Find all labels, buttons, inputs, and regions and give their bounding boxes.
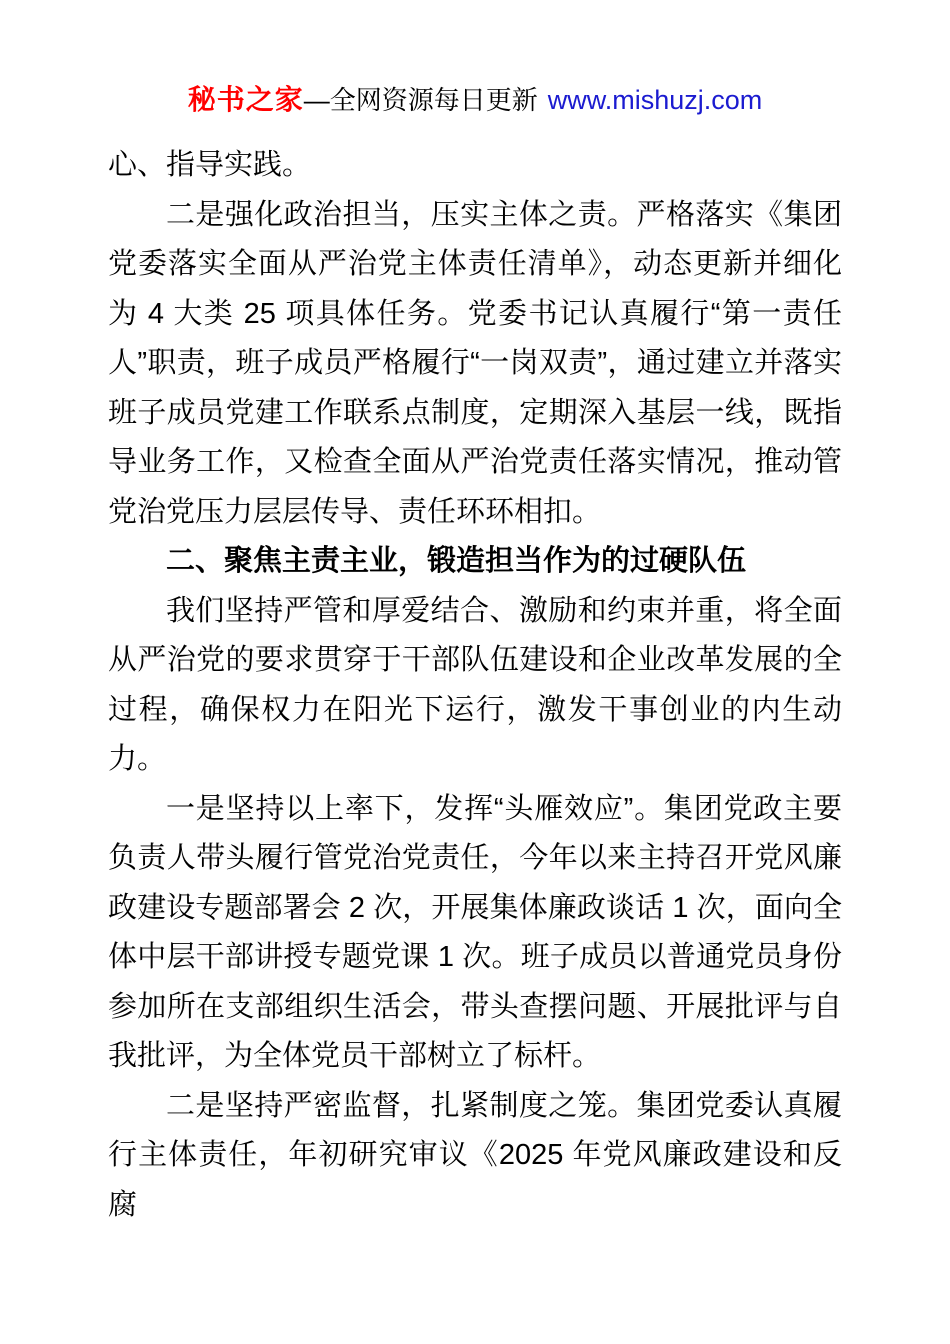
document-body xyxy=(108,141,842,1230)
paragraph: 我们坚持严管和厚爱结合、激励和约束并重，将全面从严治党的要求贯穿于干部队伍建设和企业改革发展的全过程，确保权力在阳光下运行，激发干事创业的内生动力。 xyxy=(108,594,842,775)
paragraph: 心、指导实践。 xyxy=(108,149,312,181)
paragraph: 二是强化政治担当，压实主体之责。严格落实《集团党委落实全面从严治党主体责任清单》，动态更新并细化为 4 大类 25 项具体任务。党委书记认真履行“第一责任人”职责，班子成员严格履行“一岗双责”，通过建立并落实班子成员党建工作联系点制度，定期深入基层一线，既指导业务工作，又检查全面从严治党责任落实情况，推动管党治党压力层层传导、责任环环相扣。 xyxy=(108,198,842,528)
site-tagline: —全网资源每日更新 xyxy=(303,85,538,115)
section-heading: 二、聚焦主责主业，锻造担当作为的过硬队伍 xyxy=(166,545,747,577)
site-url-link[interactable]: www.mishuzj.com xyxy=(547,85,763,115)
paragraph: 二是坚持严密监督，扎紧制度之笼。集团党委认真履行主体责任，年初研究审议《2025 年党风廉政建设和反腐 xyxy=(108,1089,842,1221)
site-header xyxy=(0,82,950,118)
site-brand: 秘书之家 xyxy=(187,84,304,115)
paragraph: 一是坚持以上率下，发挥“头雁效应”。集团党政主要负责人带头履行管党治党责任，今年以来主持召开党风廉政建设专题部署会 2 次，开展集体廉政谈话 1 次，面向全体中层干部讲授专题党课 1 次。班子成员以普通党员身份参加所在支部组织生活会，带头查摆问题、开展批评与自我批评，为全体党员干部树立了标杆。 xyxy=(108,792,842,1072)
